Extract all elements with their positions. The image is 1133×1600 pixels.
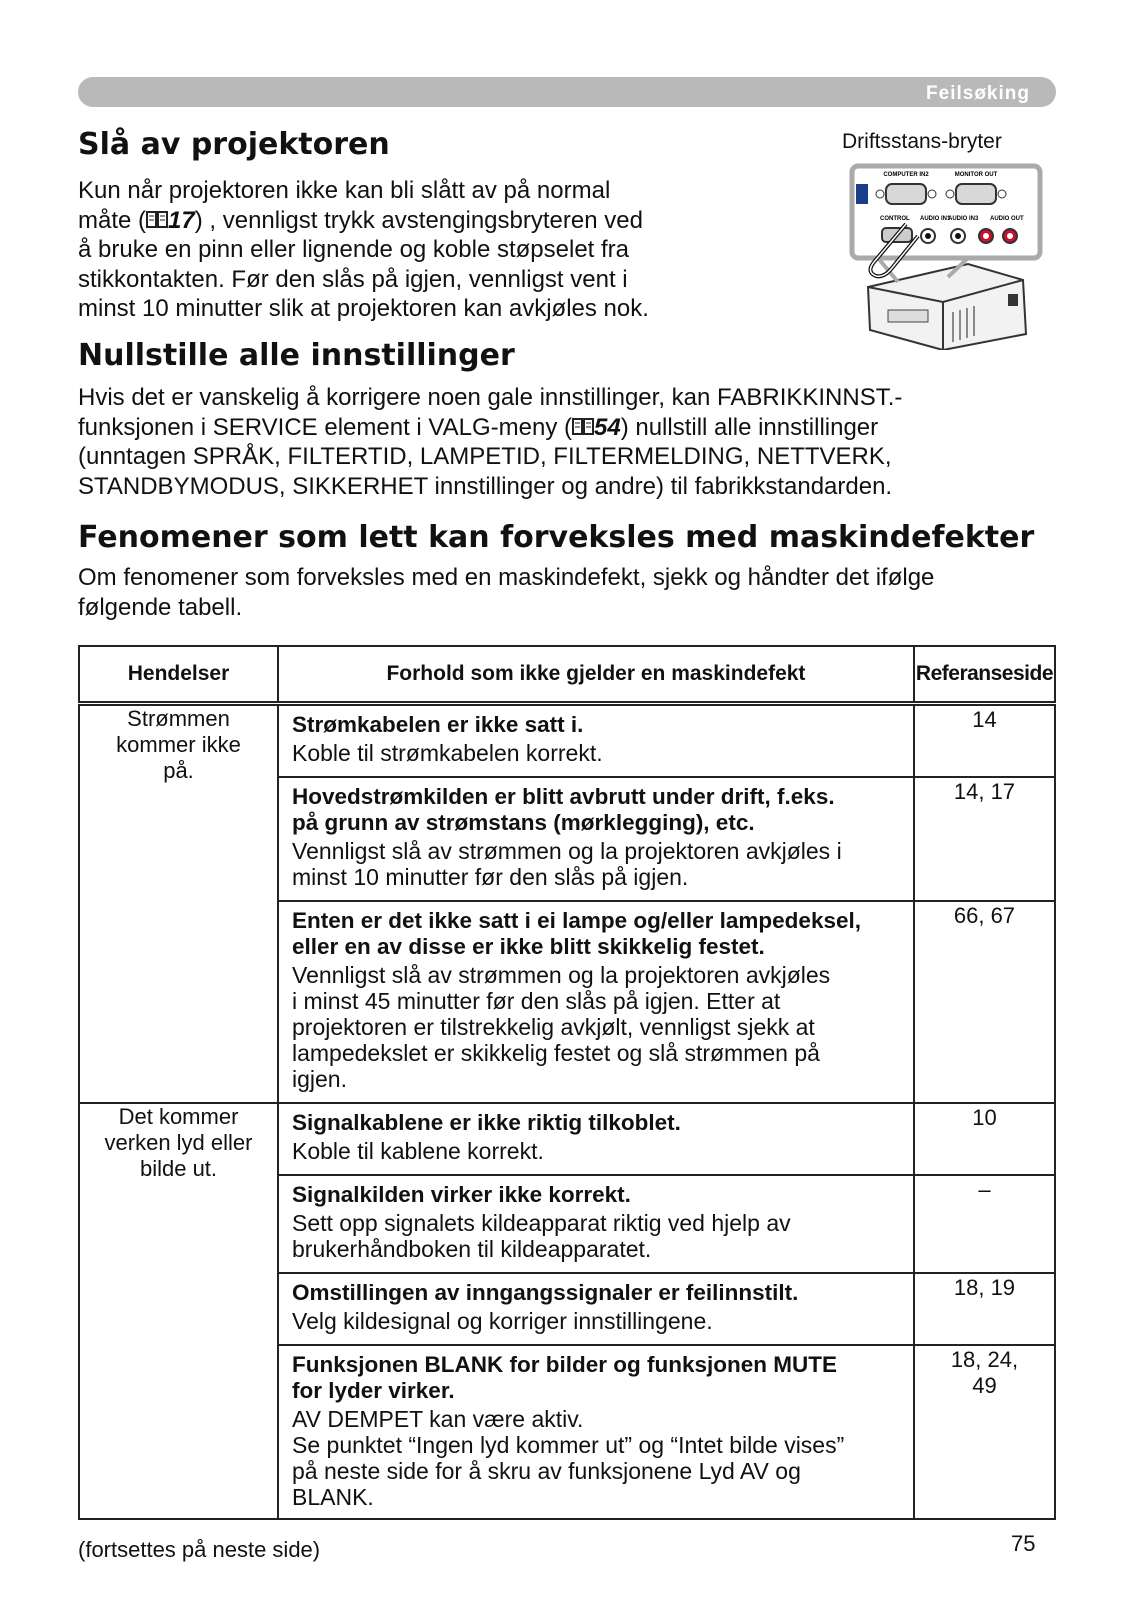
- heading-reset-settings: Nullstille alle innstillinger: [78, 338, 515, 373]
- book-icon: [146, 210, 168, 230]
- page-number: 75: [1011, 1531, 1036, 1556]
- table-row: [79, 1103, 1055, 1175]
- condition-text: Se punktet “Ingen lyd kommer ut” og “Intet bilde vises” på neste side for å skru av funksjonene Lyd AV og BLANK.: [292, 1432, 845, 1510]
- reference-cell: 14: [914, 704, 1055, 778]
- phenomena-paragraph: Om fenomener som forveksles med en maskindefekt, sjekk og håndter det ifølge følgende tabell.: [78, 564, 935, 621]
- condition-text: Vennligst slå av strømmen og la projektoren avkjøles i minst 45 minutter før den slås på igjen. Etter at projektoren er tilstrekkelig avkjølt, vennligst sjekk at lampedekslet er skikkelig festet og slå strømmen på igjen.: [292, 962, 831, 1092]
- condition-title: Funksjonen BLANK for bilder og funksjonen MUTE for lyder virker.: [292, 1352, 837, 1403]
- figure-caption: Driftsstans-bryter: [842, 130, 1002, 153]
- condition-title: Hovedstrømkilden er blitt avbrutt under drift, f.eks. på grunn av strømstans (mørklegging), etc.: [292, 784, 835, 835]
- reference-cell: 66, 67: [914, 901, 1055, 1103]
- table-row: [79, 704, 1055, 778]
- condition-cell: [278, 1175, 914, 1273]
- condition-cell: [278, 1103, 914, 1175]
- svg-text:AUDIO IN1: AUDIO IN1: [920, 216, 951, 222]
- condition-text: Velg kildesignal og korriger innstillingene.: [292, 1308, 713, 1334]
- condition-cell: [278, 1273, 914, 1345]
- column-header: Forhold som ikke gjelder en maskindefekt: [278, 646, 914, 704]
- condition-text: Koble til kablene korrekt.: [292, 1138, 544, 1164]
- reference-cell: 14, 17: [914, 777, 1055, 901]
- page-reference: 17: [168, 206, 195, 234]
- svg-text:AUDIO OUT: AUDIO OUT: [990, 216, 1024, 222]
- condition-text: Sett opp signalets kildeapparat riktig ved hjelp av brukerhåndboken til kildeapparatet.: [292, 1210, 791, 1262]
- condition-title: Signalkablene er ikke riktig tilkoblet.: [292, 1110, 681, 1135]
- book-icon: [572, 417, 594, 437]
- condition-title: Strømkabelen er ikke satt i.: [292, 712, 584, 737]
- section-header-bar: [78, 77, 1056, 107]
- column-header: Referanseside: [914, 646, 1055, 704]
- condition-title: Omstillingen av inngangssignaler er feilinnstilt.: [292, 1280, 799, 1305]
- condition-text: Vennligst slå av strømmen og la projektoren avkjøles i minst 10 minutter før den slås på igjen.: [292, 838, 842, 890]
- power-off-paragraph: Kun når projektoren ikke kan bli slått av på normal måte ( 17) , vennligst trykk avstengingsbryteren ved å bruke en pinn eller lignende og koble støpselet fra stikkontakten. Før den slås på igjen, vennligst vent i minst 10 minutter slik at projektoren kan avkjøles nok.: [78, 177, 649, 322]
- continued-note: (fortsettes på neste side): [78, 1537, 321, 1562]
- condition-title: Enten er det ikke satt i ei lampe og/eller lampedeksel, eller en av disse er ikke blitt skikkelig festet.: [292, 908, 861, 959]
- condition-cell: [278, 901, 914, 1103]
- troubleshooting-table: [78, 645, 1056, 1520]
- condition-text: Koble til strømkabelen korrekt.: [292, 740, 603, 766]
- heading-power-off: Slå av projektoren: [78, 127, 390, 162]
- projector-shutdown-switch-illustration: [848, 162, 1044, 350]
- reset-paragraph: Hvis det er vanskelig å korrigere noen gale innstillinger, kan FABRIKKINNST.- funksjonen i SERVICE element i VALG-meny ( 54) nullstill alle innstillinger (unntagen SPRÅK, FILTERTID, LAMPETID, FILTERMELDING, NETTVERK, STANDBYMODUS, SIKKERHET innstillinger og andre) til fabrikkstandarden.: [78, 384, 903, 500]
- reference-cell: 18, 24, 49: [914, 1345, 1055, 1519]
- condition-title: Signalkilden virker ikke korrekt.: [292, 1182, 631, 1207]
- svg-text:MONITOR OUT: MONITOR OUT: [954, 172, 998, 178]
- reference-cell: 18, 19: [914, 1273, 1055, 1345]
- page-reference: 54: [594, 413, 621, 441]
- condition-cell: [278, 1345, 914, 1519]
- svg-text:COMPUTER IN2: COMPUTER IN2: [883, 172, 929, 178]
- event-cell: Det kommer verken lyd eller bilde ut.: [79, 1103, 278, 1519]
- section-title: Feilsøking: [926, 83, 1030, 104]
- condition-cell: [278, 704, 914, 778]
- event-cell: Strømmen kommer ikke på.: [79, 704, 278, 1104]
- heading-phenomena: Fenomener som lett kan forveksles med maskindefekter: [78, 520, 1035, 555]
- reference-cell: 10: [914, 1103, 1055, 1175]
- column-header: Hendelser: [79, 646, 278, 704]
- svg-text:CONTROL: CONTROL: [880, 216, 910, 222]
- reference-cell: –: [914, 1175, 1055, 1273]
- condition-text: AV DEMPET kan være aktiv.: [292, 1406, 584, 1432]
- svg-text:AUDIO IN3: AUDIO IN3: [948, 216, 979, 222]
- condition-cell: [278, 777, 914, 901]
